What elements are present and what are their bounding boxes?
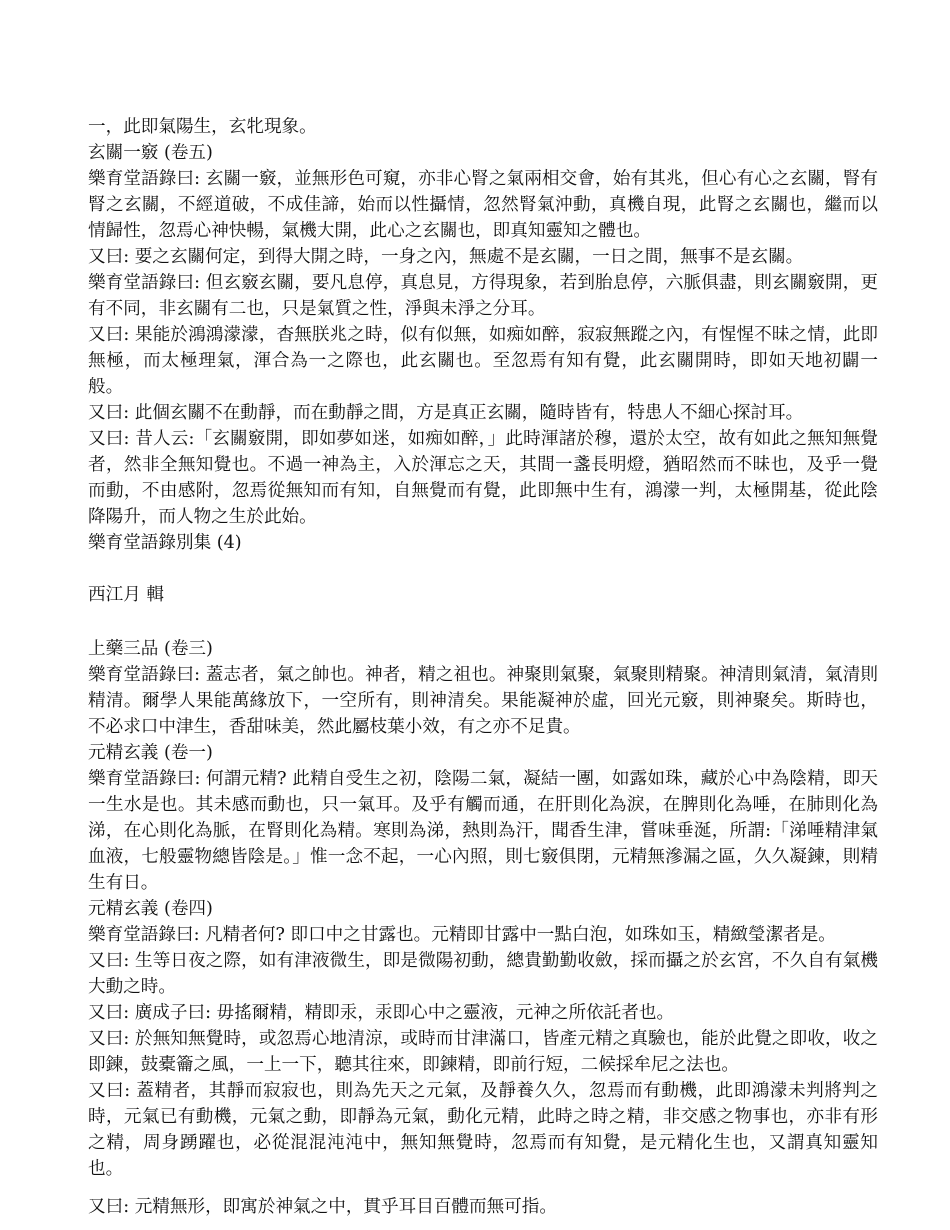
document-page — [88, 114, 878, 1220]
paragraph: 樂育堂語錄曰: 凡精者何? 即口中之甘露也。元精即甘露中一點白泡，如珠如玉，精緻瑩潔者是。 — [88, 925, 836, 945]
compiler-line: 西江月 輯 — [88, 585, 164, 605]
paragraph: 樂育堂語錄曰: 玄關一竅，並無形色可窺，亦非心腎之氣兩相交會，始有其兆，但心有心之玄關，腎有腎之玄關，不經道破，不成佳諦，始而以性攝情，忽然腎氣沖動，真機自現，此腎之玄關也，繼而以情歸性，忽焉心神快暢，氣機大開，此心之玄關也，即真知靈知之體也。 — [88, 169, 878, 241]
section-heading: 元精玄義 (卷四) — [88, 899, 213, 919]
paragraph: 又曰: 蓋精者，其靜而寂寂也，則為先天之元氣，及靜養久久，忽焉而有動機，此即鴻濛未判將判之時，元氣已有動機，元氣之動，即靜為元氣，動化元精，此時之時之精，非交感之物事也，亦非有形之精，周身踴躍也，必從混混沌沌中，無知無覺時，忽焉而有知覺，是元精化生也，又謂真知靈知也。 — [88, 1081, 878, 1179]
paragraph: 又曰: 於無知無覺時，或忽焉心地清涼，或時而甘津滿口，皆產元精之真驗也，能於此覺之即收，收之即鍊，鼓橐籥之風，一上一下，聽其往來，即鍊精，即前行短，二候採牟尼之法也。 — [88, 1029, 878, 1075]
text-line: 一，此即氣陽生，玄牝現象。 — [88, 117, 317, 137]
section-heading: 元精玄義 (卷一) — [88, 743, 213, 763]
paragraph: 又曰: 果能於鴻鴻濛濛，杳無朕兆之時，似有似無，如痴如醉，寂寂無蹤之內，有惺惺不昧之情，此即無極，而太極理氣，渾合為一之際也，此玄關也。至忽焉有知有覺，此玄關開時，即如天地初闢一般。 — [88, 325, 878, 397]
paragraph: 樂育堂語錄曰: 何謂元精? 此精自受生之初，陰陽二氣，凝結一團，如露如珠，藏於心中為陰精，即天一生水是也。其未感而動也，只一氣耳。及乎有觸而通，在肝則化為淚，在脾則化為唾，在肺則化為涕，在心則化為脈，在腎則化為精。寒則為涕，熱則為汗，聞香生津，嘗味垂涎，所謂:「涕唾精津氣血液，七般靈物總皆陰是。」惟一念不起，一心內照，則七竅俱閉，元精無滲漏之區，久久凝鍊，則精生有日。 — [88, 769, 878, 893]
paragraph: 又曰: 廣成子曰: 毋搖爾精，精即汞，汞即心中之靈液，元神之所依託者也。 — [88, 1003, 675, 1023]
paragraph: 又曰: 昔人云:「玄關竅開，即如夢如迷，如痴如醉，」此時渾諸於穆，還於太空，故有如此之無知無覺者，然非全無知覺也。不過一神為主，入於渾忘之天，其間一盞長明燈，猶昭然而不昧也，及乎一覺而動，不由感附，忽焉從無知而有知，自無覺而有覺，此即無中生有，鴻濛一判，太極開基，從此陰降陽升，而人物之生於此始。 — [88, 429, 878, 527]
section-heading: 玄關一竅 (卷五) — [88, 143, 213, 163]
paragraph: 又曰: 此個玄關不在動靜，而在動靜之間，方是真正玄關，隨時皆有，特患人不細心探討耳。 — [88, 403, 804, 423]
section-heading: 上藥三品 (卷三) — [88, 639, 213, 659]
collection-title: 樂育堂語錄別集 (4) — [88, 533, 242, 553]
paragraph: 樂育堂語錄曰: 但玄竅玄關，要凡息停，真息見，方得現象，若到胎息停，六脈俱盡，則玄關竅開，更有不同，非玄關有二也，只是氣質之性，淨與未淨之分耳。 — [88, 273, 878, 319]
paragraph: 又曰: 元精無形，即寓於神氣之中，貫乎耳目百體而無可指。 — [88, 1197, 557, 1217]
paragraph: 又曰: 生等日夜之際，如有津液微生，即是微陽初動，總貴勤勤收斂，採而攝之於玄宮，不久自有氣機大動之時。 — [88, 951, 878, 997]
paragraph: 樂育堂語錄曰: 蓋志者，氣之帥也。神者，精之祖也。神聚則氣聚，氣聚則精聚。神清則氣清，氣清則精清。爾學人果能萬緣放下，一空所有，則神清矣。果能凝神於虛，回光元竅，則神聚矣。斯時也，不必求口中津生，香甜味美，然此屬枝葉小效，有之亦不足貴。 — [88, 665, 878, 737]
paragraph: 又曰: 要之玄關何定，到得大開之時，一身之內，無處不是玄關，一日之間，無事不是玄關。 — [88, 247, 804, 267]
